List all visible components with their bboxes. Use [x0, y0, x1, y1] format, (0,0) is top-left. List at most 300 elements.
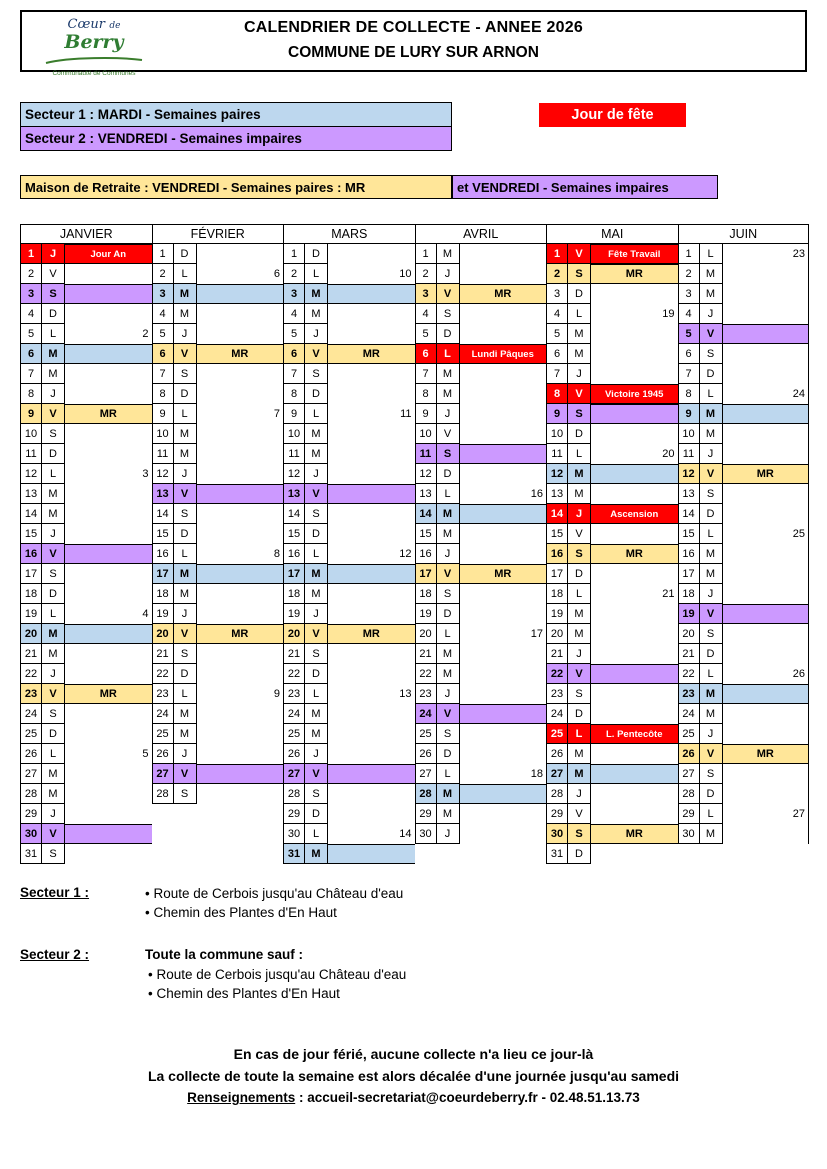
day-letter: J [174, 744, 197, 764]
day-event-label: Ascension [610, 508, 659, 520]
day-number: 3 [678, 284, 700, 304]
month-header: AVRIL [415, 224, 547, 244]
day-letter: S [700, 484, 723, 504]
day-row [20, 324, 152, 344]
month-header: MAI [546, 224, 678, 244]
day-number: 12 [152, 464, 174, 484]
day-label-area [328, 704, 415, 724]
logo-word-de: de [109, 21, 121, 31]
day-letter: M [437, 804, 460, 824]
day-number: 4 [546, 304, 568, 324]
day-row [415, 424, 547, 444]
day-letter: V [437, 424, 460, 444]
day-row [415, 264, 547, 284]
day-label-area [328, 404, 415, 424]
day-number: 3 [20, 284, 42, 304]
day-label-area [723, 724, 810, 744]
day-letter: V [568, 804, 591, 824]
logo-word-coeur: Cœur [67, 17, 105, 32]
day-letter: S [568, 404, 591, 424]
day-label-area [460, 784, 547, 804]
day-letter: J [568, 504, 591, 524]
day-letter: V [174, 484, 197, 504]
day-row [20, 284, 152, 304]
day-number: 28 [283, 784, 305, 804]
day-label-area [591, 264, 678, 284]
sector1-bullet-2 [145, 905, 337, 920]
day-row [415, 244, 547, 264]
day-letter: M [174, 704, 197, 724]
day-label-area [328, 684, 415, 704]
day-label-area [65, 284, 152, 304]
day-label-area [65, 684, 152, 704]
day-label-area [328, 324, 415, 344]
sector1-bullet-1 [145, 886, 403, 901]
day-label-area [460, 244, 547, 264]
day-letter: L [305, 824, 328, 844]
day-row [546, 664, 678, 684]
day-row [20, 844, 152, 864]
day-number: 21 [20, 644, 42, 664]
day-number: 21 [546, 644, 568, 664]
day-letter: V [42, 824, 65, 844]
day-row [283, 444, 415, 464]
day-letter: V [305, 344, 328, 364]
day-letter: V [700, 604, 723, 624]
day-row [20, 364, 152, 384]
sector2-bullet-1-text: Route de Cerbois jusqu'au Château d'eau [156, 967, 407, 982]
day-label-area [591, 244, 678, 264]
day-row [283, 584, 415, 604]
day-letter: M [42, 624, 65, 644]
day-number: 19 [152, 604, 174, 624]
day-letter: S [568, 684, 591, 704]
month-column-juin [678, 224, 810, 844]
day-row [678, 284, 810, 304]
day-label-area [460, 344, 547, 364]
day-letter: S [305, 504, 328, 524]
day-row [415, 404, 547, 424]
day-row [678, 424, 810, 444]
day-row [283, 844, 415, 864]
day-number: 9 [283, 404, 305, 424]
page-title: CALENDRIER DE COLLECTE - ANNEE 2026 [244, 19, 583, 36]
day-letter: L [42, 744, 65, 764]
day-row [283, 724, 415, 744]
day-letter: S [305, 644, 328, 664]
day-row [283, 824, 415, 844]
week-number: 17 [530, 628, 543, 640]
day-letter: D [305, 524, 328, 544]
day-letter: V [568, 664, 591, 684]
day-label-area [723, 404, 810, 424]
day-row [415, 744, 547, 764]
sector2-bullet-2 [148, 986, 340, 1001]
day-number: 29 [678, 804, 700, 824]
day-row [415, 504, 547, 524]
day-number: 7 [415, 364, 437, 384]
day-number: 15 [20, 524, 42, 544]
day-label-area [65, 484, 152, 504]
day-row [152, 464, 284, 484]
day-label-area [328, 344, 415, 364]
day-number: 30 [20, 824, 42, 844]
day-row [152, 304, 284, 324]
day-letter: D [568, 704, 591, 724]
day-number: 17 [152, 564, 174, 584]
day-letter: S [437, 304, 460, 324]
day-number: 21 [152, 644, 174, 664]
day-label-area [65, 244, 152, 264]
holiday-note-line1: En cas de jour férié, aucune collecte n'a lieu ce jour-là [233, 1046, 594, 1062]
day-number: 1 [283, 244, 305, 264]
day-letter: M [305, 424, 328, 444]
day-row [546, 624, 678, 644]
day-label-area [328, 244, 415, 264]
day-letter: M [305, 304, 328, 324]
day-event-label: MR [756, 748, 774, 760]
day-label-area [723, 384, 810, 404]
day-number: 29 [546, 804, 568, 824]
day-number: 14 [20, 504, 42, 524]
day-label-area [65, 364, 152, 384]
day-label-area [723, 624, 810, 644]
day-letter: S [42, 564, 65, 584]
day-row [678, 364, 810, 384]
day-number: 30 [415, 824, 437, 844]
day-row [152, 604, 284, 624]
day-label-area [460, 384, 547, 404]
day-row [678, 344, 810, 364]
day-label-area [460, 664, 547, 684]
day-row [20, 544, 152, 564]
day-row [283, 664, 415, 684]
day-row [20, 424, 152, 444]
week-number: 12 [399, 548, 412, 560]
day-letter: J [305, 464, 328, 484]
day-number: 4 [20, 304, 42, 324]
day-label-area [591, 744, 678, 764]
day-letter: M [42, 364, 65, 384]
day-row [152, 244, 284, 264]
day-number: 11 [283, 444, 305, 464]
day-row [678, 464, 810, 484]
day-label-area [65, 324, 152, 344]
day-row [678, 764, 810, 784]
day-row [152, 764, 284, 784]
day-number: 24 [283, 704, 305, 724]
day-letter: L [568, 724, 591, 744]
day-label-area [591, 284, 678, 304]
day-number: 3 [546, 284, 568, 304]
month-column-mai [546, 224, 678, 864]
week-number: 6 [273, 268, 280, 280]
day-label-area [197, 484, 284, 504]
day-number: 5 [546, 324, 568, 344]
legend-holiday: Jour de fête [539, 103, 686, 127]
day-row [678, 624, 810, 644]
day-number: 24 [678, 704, 700, 724]
day-number: 2 [678, 264, 700, 284]
day-row [678, 684, 810, 704]
day-label-area [197, 524, 284, 544]
day-number: 17 [678, 564, 700, 584]
day-label-area [591, 304, 678, 324]
day-row [678, 804, 810, 824]
day-letter: L [437, 624, 460, 644]
day-label-area [723, 524, 810, 544]
day-letter: L [305, 684, 328, 704]
day-label-area [65, 544, 152, 564]
day-number: 17 [283, 564, 305, 584]
week-number: 7 [273, 408, 280, 420]
day-letter: D [700, 364, 723, 384]
day-number: 19 [283, 604, 305, 624]
day-event-label: MR [362, 628, 380, 640]
day-label-area [723, 304, 810, 324]
day-number: 19 [20, 604, 42, 624]
day-label-area [197, 404, 284, 424]
day-number: 8 [678, 384, 700, 404]
day-number: 12 [546, 464, 568, 484]
week-number: 25 [792, 528, 805, 540]
day-label-area [591, 764, 678, 784]
day-letter: V [174, 764, 197, 784]
day-event-label: Lundi Pâques [471, 348, 534, 360]
day-row [546, 364, 678, 384]
day-row [546, 684, 678, 704]
day-number: 4 [152, 304, 174, 324]
day-label-area [65, 464, 152, 484]
day-row [152, 404, 284, 424]
day-number: 17 [546, 564, 568, 584]
day-label-area [591, 464, 678, 484]
day-row [678, 264, 810, 284]
day-number: 16 [20, 544, 42, 564]
week-number: 13 [399, 688, 412, 700]
day-number: 23 [678, 684, 700, 704]
day-label-area [65, 384, 152, 404]
day-row [20, 264, 152, 284]
day-row [20, 484, 152, 504]
day-number: 14 [283, 504, 305, 524]
day-number: 20 [20, 624, 42, 644]
day-label-area [65, 304, 152, 324]
day-letter: V [42, 544, 65, 564]
day-row [415, 324, 547, 344]
day-row [152, 424, 284, 444]
day-label-area [197, 764, 284, 784]
day-label-area [591, 444, 678, 464]
day-number: 2 [415, 264, 437, 284]
day-letter: J [42, 524, 65, 544]
day-letter: J [568, 644, 591, 664]
day-label-area [197, 284, 284, 304]
day-letter: L [437, 764, 460, 784]
day-row [678, 544, 810, 564]
day-label-area [197, 264, 284, 284]
day-row [678, 304, 810, 324]
day-row [678, 604, 810, 624]
day-event-label: MR [99, 688, 117, 700]
day-number: 11 [20, 444, 42, 464]
day-row [546, 584, 678, 604]
day-letter: J [305, 744, 328, 764]
day-row [546, 464, 678, 484]
day-row [678, 524, 810, 544]
day-event-label: L. Pentecôte [606, 728, 663, 740]
day-label-area [328, 464, 415, 484]
day-number: 16 [546, 544, 568, 564]
day-letter: M [305, 444, 328, 464]
day-label-area [328, 664, 415, 684]
day-row [546, 444, 678, 464]
day-letter: V [42, 404, 65, 424]
day-number: 1 [546, 244, 568, 264]
month-header: JUIN [678, 224, 810, 244]
day-letter: M [437, 504, 460, 524]
day-row [283, 804, 415, 824]
day-row [20, 404, 152, 424]
day-row [20, 764, 152, 784]
day-row [415, 364, 547, 384]
day-row [283, 324, 415, 344]
day-row [678, 384, 810, 404]
day-number: 8 [20, 384, 42, 404]
day-number: 22 [152, 664, 174, 684]
day-row [415, 444, 547, 464]
day-row [415, 584, 547, 604]
day-label-area [460, 624, 547, 644]
day-number: 29 [283, 804, 305, 824]
day-number: 26 [546, 744, 568, 764]
day-row [152, 724, 284, 744]
day-label-area [591, 644, 678, 664]
day-number: 22 [415, 664, 437, 684]
day-label-area [591, 624, 678, 644]
day-number: 1 [415, 244, 437, 264]
day-label-area [197, 364, 284, 384]
day-letter: S [174, 504, 197, 524]
day-label-area [591, 824, 678, 844]
day-label-area [328, 384, 415, 404]
sector1-bullet-2-text: Chemin des Plantes d'En Haut [153, 905, 337, 920]
day-row [283, 544, 415, 564]
day-row [20, 244, 152, 264]
day-letter: D [437, 464, 460, 484]
day-row [152, 524, 284, 544]
day-label-area [460, 744, 547, 764]
day-letter: D [42, 444, 65, 464]
day-number: 9 [546, 404, 568, 424]
day-number: 28 [546, 784, 568, 804]
month-column-mars [283, 224, 415, 864]
day-label-area [197, 724, 284, 744]
day-letter: S [437, 584, 460, 604]
day-row [152, 704, 284, 724]
day-row [152, 684, 284, 704]
day-label-area [723, 444, 810, 464]
day-row [415, 564, 547, 584]
day-row [678, 244, 810, 264]
day-letter: J [700, 724, 723, 744]
day-row [283, 264, 415, 284]
day-row [283, 744, 415, 764]
day-number: 7 [678, 364, 700, 384]
day-number: 25 [283, 724, 305, 744]
day-label-area [723, 704, 810, 724]
day-number: 1 [152, 244, 174, 264]
day-letter: L [437, 484, 460, 504]
legend-retirement-home-even: Maison de Retraite : VENDREDI - Semaines paires : MR [20, 175, 452, 199]
sector2-bullet-1 [148, 967, 406, 982]
day-row [546, 564, 678, 584]
day-number: 4 [283, 304, 305, 324]
day-number: 31 [283, 844, 305, 864]
day-label-area [65, 564, 152, 584]
day-number: 21 [678, 644, 700, 664]
day-row [152, 264, 284, 284]
day-letter: J [437, 824, 460, 844]
day-label-area [591, 384, 678, 404]
day-number: 9 [20, 404, 42, 424]
day-number: 12 [415, 464, 437, 484]
day-label-area [460, 264, 547, 284]
day-row [678, 404, 810, 424]
day-label-area [460, 604, 547, 624]
day-number: 10 [20, 424, 42, 444]
day-number: 19 [415, 604, 437, 624]
day-number: 25 [546, 724, 568, 744]
day-number: 5 [678, 324, 700, 344]
day-row [415, 384, 547, 404]
day-row [546, 504, 678, 524]
day-number: 13 [678, 484, 700, 504]
day-label-area [197, 344, 284, 364]
day-letter: D [174, 524, 197, 544]
day-letter: M [568, 604, 591, 624]
day-letter: M [42, 644, 65, 664]
day-row [546, 824, 678, 844]
day-number: 25 [678, 724, 700, 744]
day-letter: D [437, 604, 460, 624]
day-number: 13 [152, 484, 174, 504]
day-number: 23 [152, 684, 174, 704]
day-number: 3 [152, 284, 174, 304]
day-number: 10 [678, 424, 700, 444]
day-label-area [65, 624, 152, 644]
day-row [20, 744, 152, 764]
day-row [546, 744, 678, 764]
day-letter: L [305, 404, 328, 424]
day-number: 3 [415, 284, 437, 304]
day-letter: S [568, 264, 591, 284]
day-letter: J [42, 804, 65, 824]
day-number: 27 [152, 764, 174, 784]
day-number: 21 [283, 644, 305, 664]
day-label-area [65, 824, 152, 844]
day-letter: M [700, 564, 723, 584]
day-row [415, 524, 547, 544]
day-letter: M [174, 724, 197, 744]
day-label-area [460, 284, 547, 304]
day-letter: D [305, 244, 328, 264]
day-number: 28 [415, 784, 437, 804]
day-label-area [460, 524, 547, 544]
day-row [546, 404, 678, 424]
day-row [546, 804, 678, 824]
day-letter: M [568, 744, 591, 764]
